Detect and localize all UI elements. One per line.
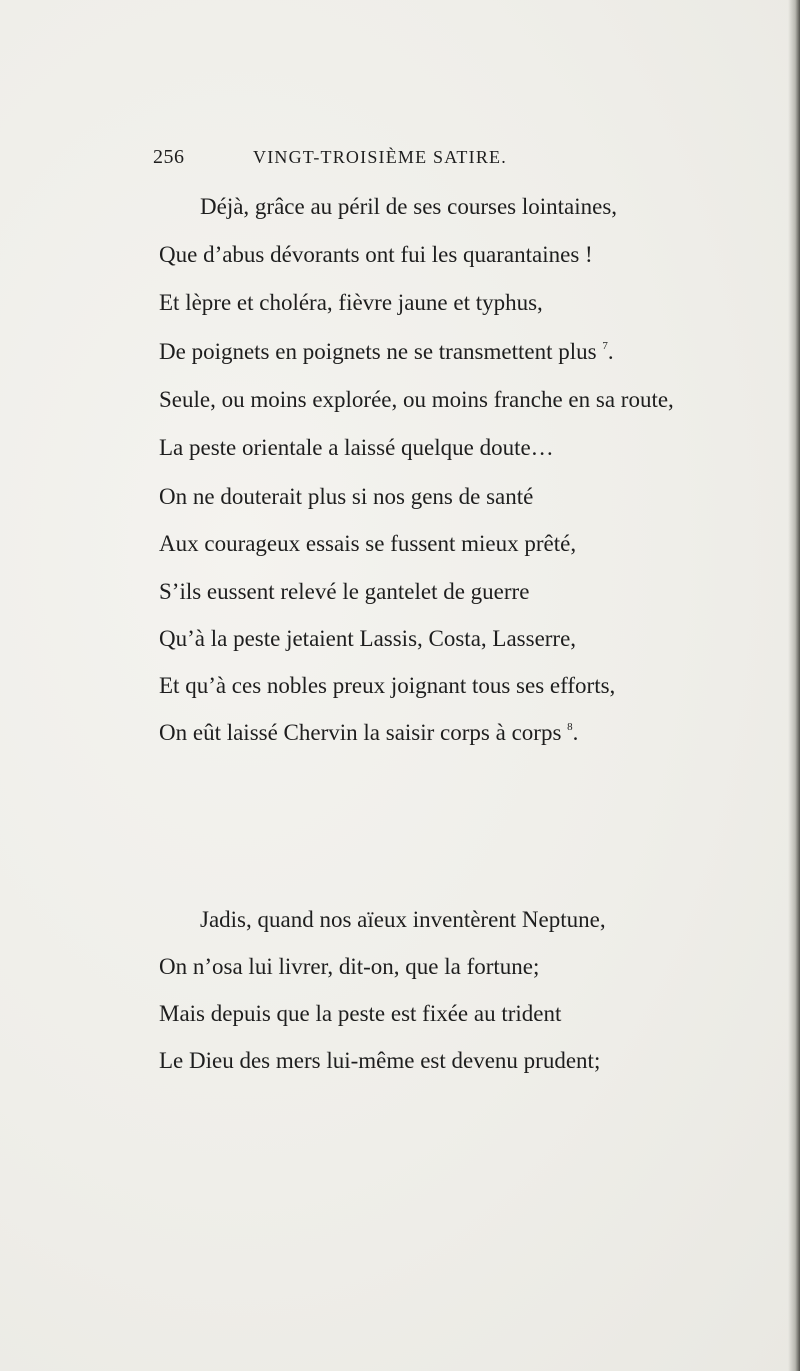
footnote-ref[interactable]: 8 (567, 721, 573, 733)
verse-line: Jadis, quand nos aïeux inventèrent Neptune, (200, 907, 606, 932)
running-title: VINGT-TROISIÈME SATIRE. (253, 147, 507, 167)
verse-line: Déjà, grâce au péril de ses courses lointaines, (200, 194, 618, 219)
verse-line: On n’osa lui livrer, dit-on, que la fortune; (159, 954, 540, 979)
verse-line: Qu’à la peste jetaient Lassis, Costa, Lasserre, (159, 626, 577, 651)
verse-line: On ne douterait plus si nos gens de santé (159, 484, 534, 509)
verse-line: Aux courageux essais se fussent mieux prêté, (159, 531, 577, 556)
verse-line: La peste orientale a laissé quelque doute… (159, 435, 554, 460)
verse-line: Et qu’à ces nobles preux joignant tous ses efforts, (159, 673, 616, 698)
verse-line: On eût laissé Chervin la saisir corps à corps $^8$. (159, 720, 579, 745)
page-number: 256 (153, 146, 185, 168)
verse-line: Seule, ou moins explorée, ou moins franche en sa route, (159, 387, 674, 412)
verse-line: Et lèpre et choléra, fièvre jaune et typhus, (159, 290, 543, 315)
verse-line: De poignets en poignets ne se transmettent plus $^7$. (159, 339, 614, 364)
running-head (153, 146, 623, 176)
footnote-ref[interactable]: 7 (602, 340, 608, 352)
verse-line: Mais depuis que la peste est fixée au trident (159, 1001, 562, 1026)
verse-line: Que d’abus dévorants ont fui les quarantaines ! (159, 242, 593, 267)
verse-line: S’ils eussent relevé le gantelet de guerre (159, 579, 530, 604)
page-edge-shadow (788, 0, 800, 1371)
verse-line: Le Dieu des mers lui-même est devenu prudent; (159, 1048, 601, 1073)
